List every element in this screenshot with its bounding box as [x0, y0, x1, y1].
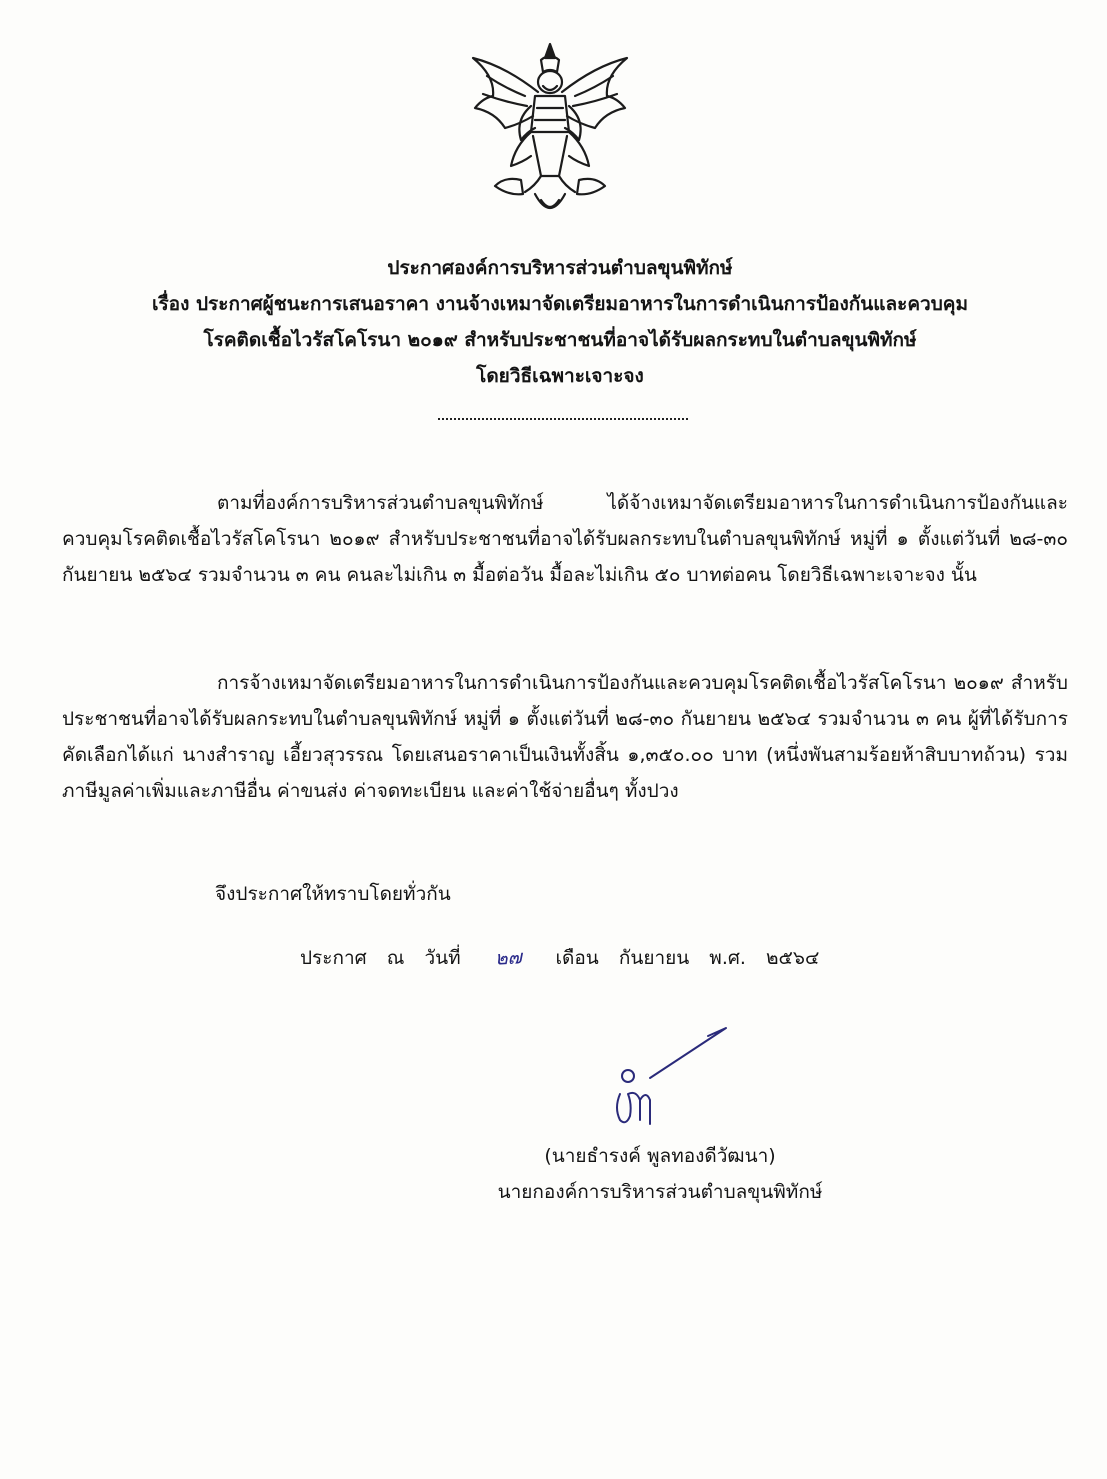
- date-announce-label: ประกาศ: [300, 947, 367, 969]
- announcement-date-line: [300, 940, 833, 976]
- announcement-header: [60, 250, 1060, 394]
- date-year-label: พ.ศ.: [709, 947, 746, 969]
- handwritten-signature: [600, 1020, 740, 1130]
- date-month-label: เดือน: [555, 947, 599, 969]
- signatory-name: (นายธำรงค์ พูลทองดีวัฒนา): [544, 1145, 776, 1167]
- date-year: ๒๕๖๔: [766, 947, 820, 969]
- dotted-divider: [438, 418, 688, 420]
- closing-statement: จึงประกาศให้ทราบโดยทั่วกัน: [215, 883, 451, 905]
- subject-line-3: โดยวิธีเฉพาะเจาะจง: [476, 365, 644, 387]
- date-at-label: ณ: [386, 947, 405, 969]
- handwritten-day: ๒๗: [494, 946, 523, 970]
- signatory-block: [460, 1138, 860, 1210]
- subject-line-1: เรื่อง ประกาศผู้ชนะการเสนอราคา งานจ้างเหมาจัดเตรียมอาหารในการดำเนินการป้องกันและควบคุม: [151, 293, 969, 315]
- body-paragraph-2: การจ้างเหมาจัดเตรียมอาหารในการดำเนินการป้องกันและควบคุมโรคติดเชื้อไวรัสโคโรนา ๒๐๑๙ สำหรับประชาชนที่อาจได้รับผลกระทบในตำบลขุนพิทักษ์ หมู่ที่ ๑ ตั้งแต่วันที่ ๒๘-๓๐ กันยายน ๒๕๖๔ รวมจำนวน ๓ คน ผู้ที่ได้รับการคัดเลือกได้แก่ นางสำราญ เอี้ยวสุวรรณ โดยเสนอราคาเป็นเงินทั้งสิ้น ๑,๓๕๐.๐๐ บาท (หนึ่งพันสามร้อยห้าสิบบาทถ้วน) รวมภาษีมูลค่าเพิ่มและภาษีอื่น ค่าขนส่ง ค่าจดทะเบียน และค่าใช้จ่ายอื่นๆ ทั้งปวง: [62, 672, 1068, 802]
- body-paragraph-1: ตามที่องค์การบริหารส่วนตำบลขุนพิทักษ์ ได้จ้างเหมาจัดเตรียมอาหารในการดำเนินการป้องกันและควบคุมโรคติดเชื้อไวรัสโคโรนา ๒๐๑๙ สำหรับประชาชนที่อาจได้รับผลกระทบในตำบลขุนพิทักษ์ หมู่ที่ ๑ ตั้งแต่วันที่ ๒๘-๓๐ กันยายน ๒๕๖๔ รวมจำนวน ๓ คน คนละไม่เกิน ๓ มื้อต่อวัน มื้อละไม่เกิน ๕๐ บาทต่อคน โดยวิธีเฉพาะเจาะจง นั้น: [62, 492, 1068, 586]
- subject-line-2: โรคติดเชื้อไวรัสโคโรนา ๒๐๑๙ สำหรับประชาชนที่อาจได้รับผลกระทบในตำบลขุนพิทักษ์: [203, 329, 917, 351]
- garuda-emblem-icon: [465, 36, 635, 226]
- issuer-title: ประกาศองค์การบริหารส่วนตำบลขุนพิทักษ์: [387, 257, 733, 279]
- date-month: กันยายน: [618, 947, 690, 969]
- date-day-label: วันที่: [424, 947, 461, 969]
- signatory-title: นายกองค์การบริหารส่วนตำบลขุนพิทักษ์: [497, 1181, 823, 1203]
